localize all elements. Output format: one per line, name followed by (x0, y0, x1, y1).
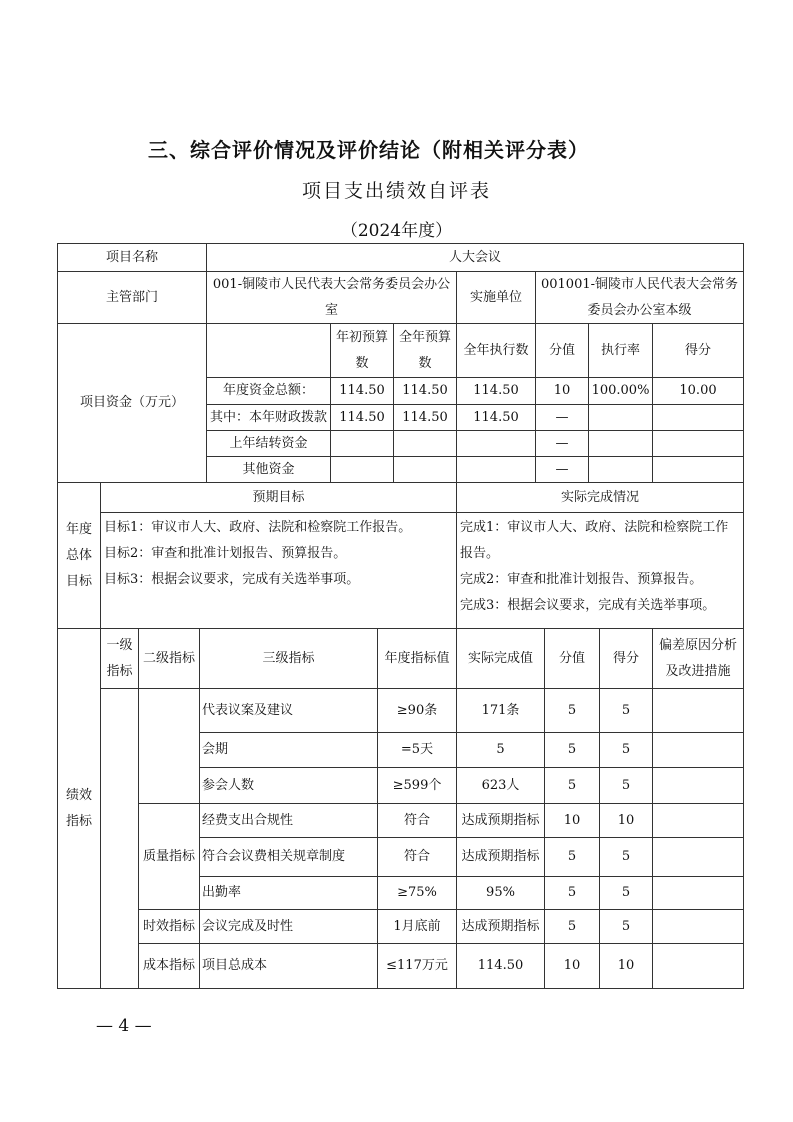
funds-cell: 114.50 (393, 377, 457, 405)
perf-cell: =5天 (377, 732, 457, 768)
perf-cell: ≤117万元 (377, 943, 457, 989)
level2-group: 质量指标 (138, 803, 200, 910)
actual-result: 完成1：审议市人大、政府、法院和检察院工作报告。 (460, 520, 729, 561)
dept-value: 001-铜陵市人民代表大会常务委员会办公室 (206, 271, 457, 324)
funds-header-blank (206, 323, 331, 378)
funds-header: 执行率 (588, 323, 653, 378)
perf-cell: 5 (544, 732, 600, 768)
level3-indicator: 出勤率 (199, 876, 378, 910)
expected-goal: 目标2：审查和批准计划报告、预算报告。 (104, 546, 347, 561)
level2-group: 时效指标 (138, 909, 200, 944)
funds-cell: 114.50 (456, 377, 536, 405)
perf-header: 年度指标值 (377, 628, 457, 689)
funds-cell: — (535, 430, 589, 457)
funds-cell: 114.50 (456, 404, 536, 431)
funds-cell: — (535, 456, 589, 483)
form-year: （2024年度） (340, 221, 453, 241)
perf-header: 二级指标 (138, 628, 200, 689)
perf-cell: ≥75% (377, 876, 457, 910)
actual-results (456, 512, 744, 629)
deviation-cell (652, 767, 744, 804)
perf-header: 偏差原因分析及改进措施 (652, 628, 744, 689)
funds-cell (393, 456, 457, 483)
perf-cell: 10 (599, 803, 653, 838)
perf-cell: 171条 (456, 688, 545, 733)
funds-cell: 10 (535, 377, 589, 405)
perf-cell: 5 (599, 767, 653, 804)
deviation-cell (652, 803, 744, 838)
perf-cell: ≥599个 (377, 767, 457, 804)
perf-cell: 5 (599, 732, 653, 768)
perf-cell: 5 (544, 876, 600, 910)
level3-indicator: 参会人数 (199, 767, 378, 804)
expected-goal: 目标3：根据会议要求，完成有关选举事项。 (104, 572, 360, 587)
form-title: 项目支出绩效自评表 (301, 180, 491, 202)
funds-cell: — (535, 404, 589, 431)
perf-cell: 5 (544, 688, 600, 733)
funds-cell (456, 456, 536, 483)
funds-header: 得分 (652, 323, 744, 378)
funds-row-label: 其中：本年财政拨款 (206, 404, 331, 431)
unit-value: 001001-铜陵市人民代表大会常务委员会办公室本级 (535, 271, 744, 324)
level3-indicator: 会期 (199, 732, 378, 768)
project-name-value: 人大会议 (206, 243, 744, 272)
actual-result: 完成3：根据会议要求，完成有关选举事项。 (460, 598, 716, 613)
deviation-cell (652, 876, 744, 910)
perf-cell: 5 (544, 837, 600, 877)
funds-cell: 10.00 (652, 377, 744, 405)
perf-cell: 5 (599, 909, 653, 944)
perf-cell: 达成预期指标 (456, 837, 545, 877)
funds-cell (456, 430, 536, 457)
perf-cell: 5 (599, 688, 653, 733)
perf-cell: 1月底前 (377, 909, 457, 944)
funds-cell (393, 430, 457, 457)
funds-header: 全年预算数 (393, 323, 457, 378)
deviation-cell (652, 732, 744, 768)
funds-cell: 114.50 (330, 404, 394, 431)
perf-cell: 10 (599, 943, 653, 989)
level1-blank (100, 688, 139, 989)
level3-indicator: 符合会议费相关规章制度 (199, 837, 378, 877)
perf-cell: 5 (456, 732, 545, 768)
funds-cell (652, 404, 744, 431)
dept-label: 主管部门 (57, 271, 207, 324)
expected-header: 预期目标 (100, 482, 457, 513)
perf-header: 实际完成值 (456, 628, 545, 689)
actual-result: 完成2：审查和批准计划报告、预算报告。 (460, 572, 703, 587)
goals-label: 年度总体目标 (57, 482, 101, 629)
perf-cell: 10 (544, 803, 600, 838)
funds-cell: 114.50 (393, 404, 457, 431)
perf-cell: 5 (544, 909, 600, 944)
level2-group (138, 688, 200, 804)
funds-cell (588, 404, 653, 431)
project-name-label: 项目名称 (57, 243, 207, 272)
funds-cell: 100.00% (588, 377, 653, 405)
perf-cell: 达成预期指标 (456, 803, 545, 838)
funds-cell (588, 456, 653, 483)
funds-label: 项目资金（万元） (57, 323, 207, 483)
deviation-cell (652, 837, 744, 877)
deviation-cell (652, 688, 744, 733)
perf-cell: 达成预期指标 (456, 909, 545, 944)
funds-row-label: 上年结转资金 (206, 430, 331, 457)
funds-cell (330, 430, 394, 457)
funds-header: 全年执行数 (456, 323, 536, 378)
level3-indicator: 经费支出合规性 (199, 803, 378, 838)
perf-cell: 5 (599, 837, 653, 877)
funds-cell: 114.50 (330, 377, 394, 405)
expected-goals (100, 512, 457, 629)
page-number: — 4 — (96, 1016, 152, 1036)
funds-row-label: 年度资金总额： (206, 377, 331, 405)
perf-cell: 5 (599, 876, 653, 910)
perf-header: 得分 (599, 628, 653, 689)
perf-header: 一级指标 (100, 628, 139, 689)
perf-header: 三级指标 (199, 628, 378, 689)
perf-cell: 5 (544, 767, 600, 804)
perf-cell: ≥90条 (377, 688, 457, 733)
perf-cell: 95% (456, 876, 545, 910)
perf-label: 绩效指标 (57, 628, 101, 989)
funds-cell (330, 456, 394, 483)
funds-cell (652, 430, 744, 457)
perf-cell: 114.50 (456, 943, 545, 989)
funds-cell (588, 430, 653, 457)
perf-header: 分值 (544, 628, 600, 689)
perf-cell: 623人 (456, 767, 545, 804)
funds-header: 年初预算数 (330, 323, 394, 378)
level3-indicator: 会议完成及时性 (199, 909, 378, 944)
level3-indicator: 项目总成本 (199, 943, 378, 989)
actual-header: 实际完成情况 (456, 482, 744, 513)
deviation-cell (652, 943, 744, 989)
perf-cell: 符合 (377, 803, 457, 838)
section-heading: 三、综合评价情况及评价结论（附相关评分表） (148, 138, 589, 162)
funds-header: 分值 (535, 323, 589, 378)
funds-row-label: 其他资金 (206, 456, 331, 483)
perf-cell: 符合 (377, 837, 457, 877)
perf-cell: 10 (544, 943, 600, 989)
unit-label: 实施单位 (456, 271, 536, 324)
funds-cell (652, 456, 744, 483)
level2-group: 成本指标 (138, 943, 200, 989)
deviation-cell (652, 909, 744, 944)
level3-indicator: 代表议案及建议 (199, 688, 378, 733)
expected-goal: 目标1：审议市人大、政府、法院和检察院工作报告。 (104, 520, 412, 535)
